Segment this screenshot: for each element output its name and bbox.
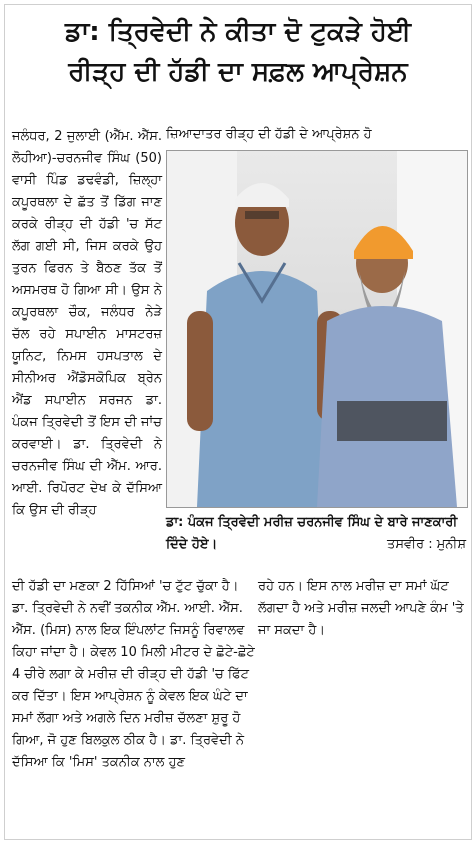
photo: [166, 150, 468, 508]
photo-credit: ਤਸਵੀਰ : ਮੁਨੀਸ਼: [387, 537, 466, 552]
left-column: [12, 126, 162, 522]
headline: [0, 12, 476, 92]
right-top-text: ਜ਼ਿਆਦਾਤਰ ਰੀੜ੍ਹ ਦੀ ਹੱਡੀ ਦੇ ਆਪ੍ਰੇਸ਼ਨ ਹੋ: [166, 127, 372, 142]
photo-image: [167, 151, 467, 507]
right-bottom-text: ਰਹੇ ਹਨ। ਇਸ ਨਾਲ ਮਰੀਜ਼ ਦਾ ਸਮਾਂ ਘੱਟ ਲੱਗਦਾ ਹੈ ਅਤੇ ਮਰੀਜ਼ ਜਲਦੀ ਆਪਣੇ ਕੰਮ 'ਤੇ ਜਾ ਸਕਦਾ ਹੈ।: [258, 579, 464, 638]
full-width-text: [12, 576, 256, 774]
full-width-paragraph: ਦੀ ਹੱਡੀ ਦਾ ਮਣਕਾ 2 ਹਿੱਸਿਆਂ 'ਚ ਟੁੱਟ ਚੁੱਕਾ ਹੈ। ਡਾ. ਤ੍ਰਿਵੇਦੀ ਨੇ ਨਵੀਂ ਤਕਨੀਕ ਐੱਮ. ਆਈ. ਐੱਸ. ਐੱਸ. (ਮਿਸ) ਨਾਲ ਇਕ ਇੰਪਲਾਂਟ ਜਿਸਨੂੰ ਰਿਵਾਲਵ ਕਿਹਾ ਜਾਂਦਾ ਹੈ। ਕੇਵਲ 10 ਮਿਲੀ ਮੀਟਰ ਦੇ ਛੋਟੇ-ਛੋਟੇ 4 ਚੀਰੇ ਲਗਾ ਕੇ ਮਰੀਜ਼ ਦੀ ਰੀੜ੍ਹ ਦੀ ਹੱਡੀ 'ਚ ਫਿੱਟ ਕਰ ਦਿੱਤਾ। ਇਸ ਆਪ੍ਰੇਸ਼ਨ ਨੂੰ ਕੇਵਲ ਇਕ ਘੰਟੇ ਦਾ ਸਮਾਂ ਲੱਗਾ ਅਤੇ ਅਗਲੇ ਦਿਨ ਮਰੀਜ਼ ਚੱਲਣਾ ਸ਼ੁਰੂ ਹੋ ਗਿਆ, ਜੋ ਹੁਣ ਬਿਲਕੁਲ ਠੀਕ ਹੈ। ਡਾ. ਤ੍ਰਿਵੇਦੀ ਨੇ ਦੱਸਿਆ ਕਿ 'ਮਿਸ' ਤਕਨੀਕ ਨਾਲ ਹੁਣ: [12, 579, 255, 770]
left-column-text: ਜਲੰਧਰ, 2 ਜੁਲਾਈ (ਐੱਮ. ਐੱਸ. ਲੋਹੀਆ)-ਚਰਨਜੀਵ ਸਿੰਘ (50) ਵਾਸੀ ਪਿੰਡ ਡਢਵੰਡੀ, ਜ਼ਿਲ੍ਹਾ ਕਪੂਰਥਲਾ ਦੇ ਛੱਤ ਤੋਂ ਡਿੱਗ ਜਾਣ ਕਰਕੇ ਰੀੜ੍ਹ ਦੀ ਹੱਡੀ 'ਚ ਸੱਟ ਲੱਗ ਗਈ ਸੀ, ਜਿਸ ਕਰਕੇ ਉਹ ਤੁਰਨ ਫਿਰਨ ਤੇ ਬੈਠਣ ਤੱਕ ਤੋਂ ਅਸਮਰਥ ਹੋ ਗਿਆ ਸੀ। ਉਸ ਨੇ ਕਪੂਰਥਲਾ ਚੌਕ, ਜਲੰਧਰ ਨੇੜੇ ਚੱਲ ਰਹੇ ਸਪਾਈਨ ਮਾਸਟਰਜ਼ ਯੂਨਿਟ, ਨਿਮਸ ਹਸਪਤਾਲ ਦੇ ਸੀਨੀਅਰ ਐਂਡੋਸਕੋਪਿਕ ਬ੍ਰੇਨ ਐਂਡ ਸਪਾਈਨ ਸਰਜਨ ਡਾ. ਪੰਕਜ ਤ੍ਰਿਵੇਦੀ ਤੋਂ ਇਸ ਦੀ ਜਾਂਚ ਕਰਵਾਈ। ਡਾ. ਤ੍ਰਿਵੇਦੀ ਨੇ ਚਰਨਜੀਵ ਸਿੰਘ ਦੀ ਐੱਮ. ਆਰ. ਆਈ. ਰਿਪੋਰਟ ਦੇਖ ਕੇ ਦੱਸਿਆ ਕਿ ਉਸ ਦੀ ਰੀੜ੍ਹ: [12, 129, 162, 518]
headline-line-2: ਰੀੜ੍ਹ ਦੀ ਹੱਡੀ ਦਾ ਸਫ਼ਲ ਆਪ੍ਰੇਸ਼ਨ: [68, 57, 408, 87]
photo-caption: ਡਾ: ਪੰਕਜ ਤ੍ਰਿਵੇਦੀ ਮਰੀਜ਼ ਚਰਨਜੀਵ ਸਿੰਘ ਦੇ ਬਾਰੇ ਜਾਣਕਾਰੀ ਦਿੰਦੇ ਹੋਏ।: [166, 515, 458, 552]
headline-line-1: ਡਾ: ਤ੍ਰਿਵੇਦੀ ਨੇ ਕੀਤਾ ਦੋ ਟੁਕੜੇ ਹੋਈ: [64, 17, 412, 47]
